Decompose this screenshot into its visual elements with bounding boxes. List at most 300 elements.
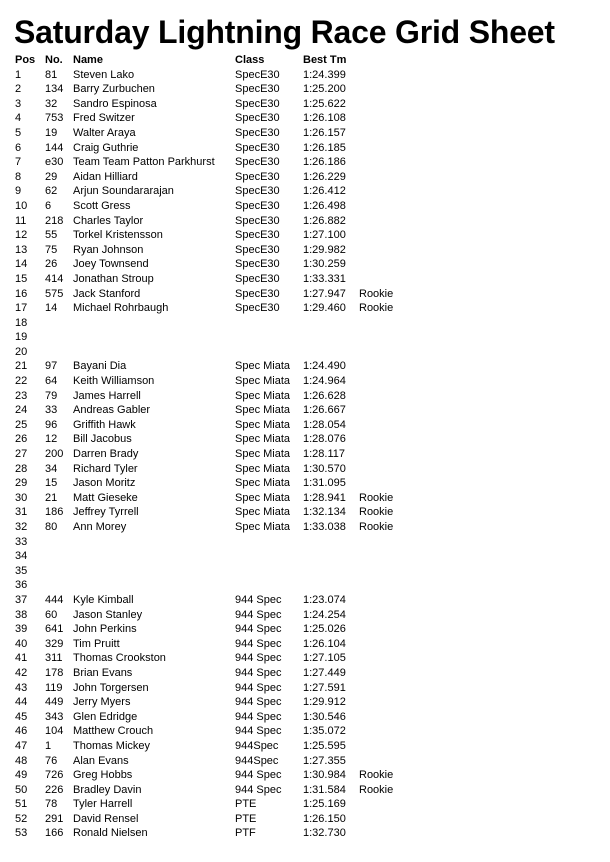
cell-number: 575 — [45, 287, 64, 300]
cell-pos: 22 — [15, 375, 28, 388]
cell-number: 6 — [45, 199, 52, 212]
cell-best-time: 1:29.982 — [303, 243, 346, 256]
cell-name: David Rensel — [73, 812, 139, 825]
cell-pos: 42 — [15, 666, 28, 679]
cell-class: 944 Spec — [235, 696, 282, 709]
table-row — [15, 578, 605, 593]
cell-name: Bayani Dia — [73, 360, 127, 373]
table-header — [15, 53, 605, 68]
cell-pos: 35 — [15, 564, 28, 577]
cell-pos: 46 — [15, 725, 28, 738]
cell-number: 641 — [45, 623, 64, 636]
cell-pos: 4 — [15, 112, 22, 125]
cell-class: SpecE30 — [235, 156, 280, 169]
cell-class: Spec Miata — [235, 491, 291, 504]
cell-best-time: 1:26.186 — [303, 156, 346, 169]
cell-number: 414 — [45, 272, 64, 285]
cell-name: Thomas Mickey — [73, 739, 151, 752]
cell-pos: 37 — [15, 593, 28, 606]
cell-pos: 36 — [15, 579, 28, 592]
cell-pos: 52 — [15, 812, 28, 825]
cell-name: Jack Stanford — [73, 287, 141, 300]
cell-pos: 47 — [15, 739, 28, 752]
cell-number: 166 — [45, 827, 64, 840]
cell-name: Sandro Espinosa — [73, 97, 157, 110]
cell-class: Spec Miata — [235, 521, 291, 533]
cell-best-time: 1:35.072 — [303, 725, 346, 738]
cell-pos: 1 — [15, 68, 22, 81]
table-row — [15, 520, 605, 535]
table-row — [15, 754, 605, 769]
table-row — [15, 564, 605, 579]
cell-pos: 6 — [15, 141, 22, 154]
cell-class: 944 Spec — [235, 681, 282, 694]
cell-name: Scott Gress — [73, 199, 131, 212]
cell-class: 944 Spec — [235, 666, 282, 679]
cell-class: SpecE30 — [235, 83, 280, 96]
cell-class: 944 Spec — [235, 652, 282, 665]
cell-best-time: 1:26.157 — [303, 126, 346, 139]
cell-class: SpecE30 — [235, 272, 280, 285]
cell-best-time: 1:28.076 — [303, 433, 346, 446]
cell-number: 97 — [45, 360, 58, 373]
cell-class: 944 Spec — [235, 593, 282, 606]
cell-class: SpecE30 — [235, 170, 280, 183]
cell-pos: 49 — [15, 769, 28, 782]
cell-note: Rookie — [359, 521, 394, 533]
cell-number: 81 — [45, 68, 58, 81]
cell-pos: 29 — [15, 477, 28, 490]
cell-class: PTE — [235, 812, 257, 825]
cell-best-time: 1:33.038 — [303, 521, 346, 533]
cell-class: 944 Spec — [235, 608, 282, 621]
cell-class: SpecE30 — [235, 68, 280, 81]
cell-number: 62 — [45, 185, 58, 198]
cell-pos: 51 — [15, 798, 28, 811]
cell-note: Rookie — [359, 783, 394, 796]
cell-class: SpecE30 — [235, 97, 280, 110]
cell-pos: 32 — [15, 521, 28, 533]
cell-number: 78 — [45, 798, 58, 811]
cell-number: 343 — [45, 710, 64, 723]
cell-best-time: 1:30.984 — [303, 769, 346, 782]
cell-class: SpecE30 — [235, 199, 280, 212]
cell-name: Brian Evans — [73, 666, 133, 679]
cell-number: 15 — [45, 477, 58, 490]
cell-number: 291 — [45, 812, 64, 825]
cell-name: Michael Rohrbaugh — [73, 302, 169, 315]
cell-pos: 25 — [15, 418, 28, 431]
cell-class: SpecE30 — [235, 258, 280, 271]
cell-pos: 15 — [15, 272, 28, 285]
table-row — [15, 710, 605, 725]
cell-best-time: 1:27.355 — [303, 754, 346, 767]
cell-class: SpecE30 — [235, 287, 280, 300]
table-row — [15, 170, 605, 185]
table-row — [15, 593, 605, 608]
cell-best-time: 1:25.622 — [303, 97, 346, 110]
cell-best-time: 1:27.100 — [303, 229, 346, 242]
cell-best-time: 1:26.150 — [303, 812, 346, 825]
cell-name: Thomas Crookston — [73, 652, 166, 665]
cell-pos: 43 — [15, 681, 28, 694]
cell-name: John Torgersen — [73, 681, 149, 694]
cell-class: Spec Miata — [235, 477, 291, 490]
cell-class: SpecE30 — [235, 214, 280, 227]
table-row — [15, 97, 605, 112]
cell-pos: 45 — [15, 710, 28, 723]
cell-best-time: 1:30.570 — [303, 462, 346, 475]
cell-class: PTE — [235, 798, 257, 811]
cell-number: 329 — [45, 637, 64, 650]
cell-class: 944 Spec — [235, 710, 282, 723]
cell-best-time: 1:25.200 — [303, 83, 346, 96]
cell-class: 944 Spec — [235, 637, 282, 650]
cell-number: 79 — [45, 389, 58, 402]
cell-best-time: 1:24.399 — [303, 68, 346, 81]
cell-name: Matt Gieseke — [73, 491, 138, 504]
cell-best-time: 1:26.229 — [303, 170, 346, 183]
cell-pos: 41 — [15, 652, 28, 665]
header-number: No. — [45, 54, 63, 66]
cell-class: Spec Miata — [235, 448, 291, 461]
cell-class: 944 Spec — [235, 623, 282, 636]
cell-number: 19 — [45, 126, 58, 139]
cell-name: John Perkins — [73, 623, 137, 636]
cell-note: Rookie — [359, 506, 394, 519]
table-row — [15, 491, 605, 506]
table-row — [15, 812, 605, 827]
cell-number: 55 — [45, 229, 58, 242]
cell-best-time: 1:26.185 — [303, 141, 346, 154]
table-row — [15, 330, 605, 345]
cell-class: SpecE30 — [235, 141, 280, 154]
cell-name: Andreas Gabler — [73, 404, 151, 417]
table-row — [15, 462, 605, 477]
cell-best-time: 1:28.941 — [303, 491, 346, 504]
cell-number: 21 — [45, 491, 58, 504]
cell-class: Spec Miata — [235, 433, 291, 446]
table-row — [15, 184, 605, 199]
cell-name: Steven Lako — [73, 68, 135, 81]
cell-number: 119 — [45, 681, 63, 694]
table-row — [15, 155, 605, 170]
table-row — [15, 243, 605, 258]
cell-number: 444 — [45, 593, 64, 606]
cell-pos: 40 — [15, 637, 28, 650]
cell-number: 80 — [45, 521, 58, 533]
cell-name: Greg Hobbs — [73, 769, 133, 782]
cell-class: Spec Miata — [235, 360, 291, 373]
cell-pos: 5 — [15, 126, 22, 139]
cell-number: 33 — [45, 404, 58, 417]
cell-pos: 14 — [15, 258, 28, 271]
cell-name: Fred Switzer — [73, 112, 135, 125]
cell-pos: 26 — [15, 433, 28, 446]
cell-name: Tim Pruitt — [73, 637, 120, 650]
cell-pos: 13 — [15, 243, 28, 256]
cell-class: Spec Miata — [235, 375, 291, 388]
cell-pos: 23 — [15, 389, 28, 402]
cell-number: 726 — [45, 769, 64, 782]
cell-best-time: 1:26.108 — [303, 112, 346, 125]
cell-best-time: 1:28.054 — [303, 418, 346, 431]
table-row — [15, 535, 605, 550]
cell-number: 134 — [45, 83, 64, 96]
cell-number: 26 — [45, 258, 58, 271]
cell-name: Jerry Myers — [73, 696, 131, 709]
cell-best-time: 1:25.026 — [303, 623, 346, 636]
cell-number: 75 — [45, 243, 58, 256]
page-title: Saturday Lightning Race Grid Sheet — [14, 14, 555, 50]
cell-number: 12 — [45, 433, 58, 446]
cell-name: Barry Zurbuchen — [73, 83, 155, 96]
table-row — [15, 111, 605, 126]
cell-pos: 8 — [15, 170, 22, 183]
cell-pos: 17 — [15, 302, 28, 315]
table-row — [15, 739, 605, 754]
cell-best-time: 1:26.412 — [303, 185, 346, 198]
cell-pos: 44 — [15, 696, 28, 709]
cell-number: 218 — [45, 214, 64, 227]
table-row — [15, 374, 605, 389]
cell-name: Jonathan Stroup — [73, 272, 154, 285]
cell-number: 1 — [45, 739, 52, 752]
table-row — [15, 345, 605, 360]
cell-class: Spec Miata — [235, 418, 291, 431]
table-row — [15, 82, 605, 97]
header-pos: Pos — [15, 54, 36, 66]
cell-pos: 2 — [15, 83, 22, 96]
cell-name: Keith Williamson — [73, 375, 155, 388]
cell-number: 64 — [45, 375, 58, 388]
cell-number: 226 — [45, 783, 64, 796]
cell-name: Torkel Kristensson — [73, 229, 163, 242]
cell-name: Bradley Davin — [73, 783, 142, 796]
cell-pos: 38 — [15, 608, 28, 621]
cell-best-time: 1:24.490 — [303, 360, 346, 373]
table-row — [15, 228, 605, 243]
cell-best-time: 1:28.117 — [303, 448, 346, 461]
table-row — [15, 505, 605, 520]
table-row — [15, 681, 605, 696]
cell-class: SpecE30 — [235, 126, 280, 139]
cell-pos: 11 — [15, 214, 27, 227]
cell-name: Richard Tyler — [73, 462, 138, 475]
cell-name: Glen Edridge — [73, 710, 138, 723]
cell-best-time: 1:30.259 — [303, 258, 346, 271]
cell-note: Rookie — [359, 491, 394, 504]
table-row — [15, 316, 605, 331]
cell-number: e30 — [45, 156, 64, 169]
cell-class: SpecE30 — [235, 229, 280, 242]
table-row — [15, 797, 605, 812]
cell-number: 34 — [45, 462, 58, 475]
table-row — [15, 637, 605, 652]
cell-number: 32 — [45, 97, 58, 110]
cell-name: Craig Guthrie — [73, 141, 139, 154]
cell-name: Darren Brady — [73, 448, 139, 461]
table-row — [15, 724, 605, 739]
cell-class: 944 Spec — [235, 783, 282, 796]
cell-class: SpecE30 — [235, 243, 280, 256]
cell-name: Jeffrey Tyrrell — [73, 506, 139, 519]
cell-number: 104 — [45, 725, 64, 738]
cell-best-time: 1:27.105 — [303, 652, 346, 665]
cell-note: Rookie — [359, 302, 394, 315]
cell-number: 144 — [45, 141, 64, 154]
cell-pos: 48 — [15, 754, 28, 767]
table-row — [15, 783, 605, 798]
cell-class: 944 Spec — [235, 725, 282, 738]
table-row — [15, 418, 605, 433]
table-row — [15, 666, 605, 681]
cell-number: 449 — [45, 696, 64, 709]
cell-name: Tyler Harrell — [73, 798, 133, 811]
cell-name: Jason Moritz — [73, 477, 136, 490]
cell-class: Spec Miata — [235, 506, 291, 519]
table-row — [15, 695, 605, 710]
cell-name: Ann Morey — [73, 521, 127, 533]
table-row — [15, 768, 605, 783]
table-row — [15, 301, 605, 316]
cell-name: James Harrell — [73, 389, 141, 402]
table-row — [15, 359, 605, 374]
cell-class: 944Spec — [235, 754, 279, 767]
table-row — [15, 389, 605, 404]
header-name: Name — [73, 54, 103, 66]
cell-class: Spec Miata — [235, 404, 291, 417]
cell-name: Arjun Soundararajan — [73, 185, 174, 198]
table-row — [15, 622, 605, 637]
table-row — [15, 476, 605, 491]
cell-pos: 33 — [15, 535, 28, 548]
cell-class: 944 Spec — [235, 769, 282, 782]
cell-note: Rookie — [359, 287, 394, 300]
cell-best-time: 1:30.546 — [303, 710, 346, 723]
cell-class: 944Spec — [235, 739, 279, 752]
cell-number: 14 — [45, 302, 58, 315]
cell-number: 29 — [45, 170, 58, 183]
cell-class: Spec Miata — [235, 389, 291, 402]
cell-number: 200 — [45, 448, 64, 461]
cell-best-time: 1:24.964 — [303, 375, 346, 388]
table-row — [15, 141, 605, 156]
cell-pos: 9 — [15, 185, 22, 198]
cell-pos: 34 — [15, 550, 28, 563]
cell-best-time: 1:24.254 — [303, 608, 346, 621]
cell-best-time: 1:26.667 — [303, 404, 346, 417]
cell-pos: 7 — [15, 156, 22, 169]
cell-pos: 39 — [15, 623, 28, 636]
cell-name: Charles Taylor — [73, 214, 144, 227]
cell-best-time: 1:23.074 — [303, 593, 346, 606]
table-row — [15, 214, 605, 229]
cell-pos: 10 — [15, 199, 28, 212]
cell-best-time: 1:32.134 — [303, 506, 346, 519]
grid-table — [15, 53, 605, 841]
table-row — [15, 68, 605, 83]
table-row — [15, 199, 605, 214]
cell-class: Spec Miata — [235, 462, 291, 475]
cell-pos: 20 — [15, 345, 28, 358]
cell-pos: 19 — [15, 331, 28, 344]
cell-best-time: 1:29.460 — [303, 302, 346, 315]
cell-best-time: 1:27.449 — [303, 666, 346, 679]
cell-number: 96 — [45, 418, 58, 431]
cell-best-time: 1:29.912 — [303, 696, 346, 709]
header-best-time: Best Tm — [303, 54, 347, 66]
cell-pos: 31 — [15, 506, 28, 519]
cell-name: Walter Araya — [73, 126, 136, 139]
table-row — [15, 432, 605, 447]
cell-class: SpecE30 — [235, 302, 280, 315]
cell-best-time: 1:32.730 — [303, 827, 346, 840]
cell-number: 60 — [45, 608, 58, 621]
cell-name: Team Team Patton Parkhurst — [73, 156, 215, 169]
cell-number: 186 — [45, 506, 64, 519]
cell-best-time: 1:25.595 — [303, 739, 346, 752]
table-row — [15, 403, 605, 418]
cell-class: PTF — [235, 827, 256, 840]
cell-pos: 28 — [15, 462, 28, 475]
cell-pos: 12 — [15, 229, 28, 242]
cell-pos: 3 — [15, 97, 22, 110]
table-row — [15, 257, 605, 272]
cell-best-time: 1:26.882 — [303, 214, 346, 227]
cell-number: 311 — [45, 652, 63, 665]
cell-best-time: 1:27.947 — [303, 287, 346, 300]
cell-class: SpecE30 — [235, 112, 280, 125]
table-row — [15, 826, 605, 841]
cell-pos: 50 — [15, 783, 28, 796]
cell-pos: 21 — [15, 360, 28, 373]
cell-pos: 53 — [15, 827, 28, 840]
table-row — [15, 651, 605, 666]
cell-pos: 24 — [15, 404, 28, 417]
cell-number: 178 — [45, 666, 64, 679]
cell-best-time: 1:26.104 — [303, 637, 346, 650]
table-row — [15, 549, 605, 564]
cell-number: 76 — [45, 754, 58, 767]
cell-name: Kyle Kimball — [73, 593, 134, 606]
table-row — [15, 608, 605, 623]
table-row — [15, 447, 605, 462]
header-class: Class — [235, 54, 265, 66]
cell-name: Joey Townsend — [73, 258, 149, 271]
cell-best-time: 1:31.095 — [303, 477, 346, 490]
cell-pos: 18 — [15, 316, 28, 329]
cell-best-time: 1:25.169 — [303, 798, 346, 811]
table-row — [15, 126, 605, 141]
cell-best-time: 1:31.584 — [303, 783, 346, 796]
cell-name: Ronald Nielsen — [73, 827, 148, 840]
cell-name: Alan Evans — [73, 754, 129, 767]
cell-number: 753 — [45, 112, 64, 125]
cell-name: Ryan Johnson — [73, 243, 144, 256]
cell-pos: 27 — [15, 448, 28, 461]
cell-best-time: 1:33.331 — [303, 272, 346, 285]
cell-pos: 16 — [15, 287, 28, 300]
cell-note: Rookie — [359, 769, 394, 782]
cell-name: Jason Stanley — [73, 608, 143, 621]
cell-pos: 30 — [15, 491, 28, 504]
cell-name: Aidan Hilliard — [73, 170, 138, 183]
table-row — [15, 287, 605, 302]
cell-name: Griffith Hawk — [73, 418, 136, 431]
cell-best-time: 1:27.591 — [303, 681, 346, 694]
cell-best-time: 1:26.498 — [303, 199, 346, 212]
